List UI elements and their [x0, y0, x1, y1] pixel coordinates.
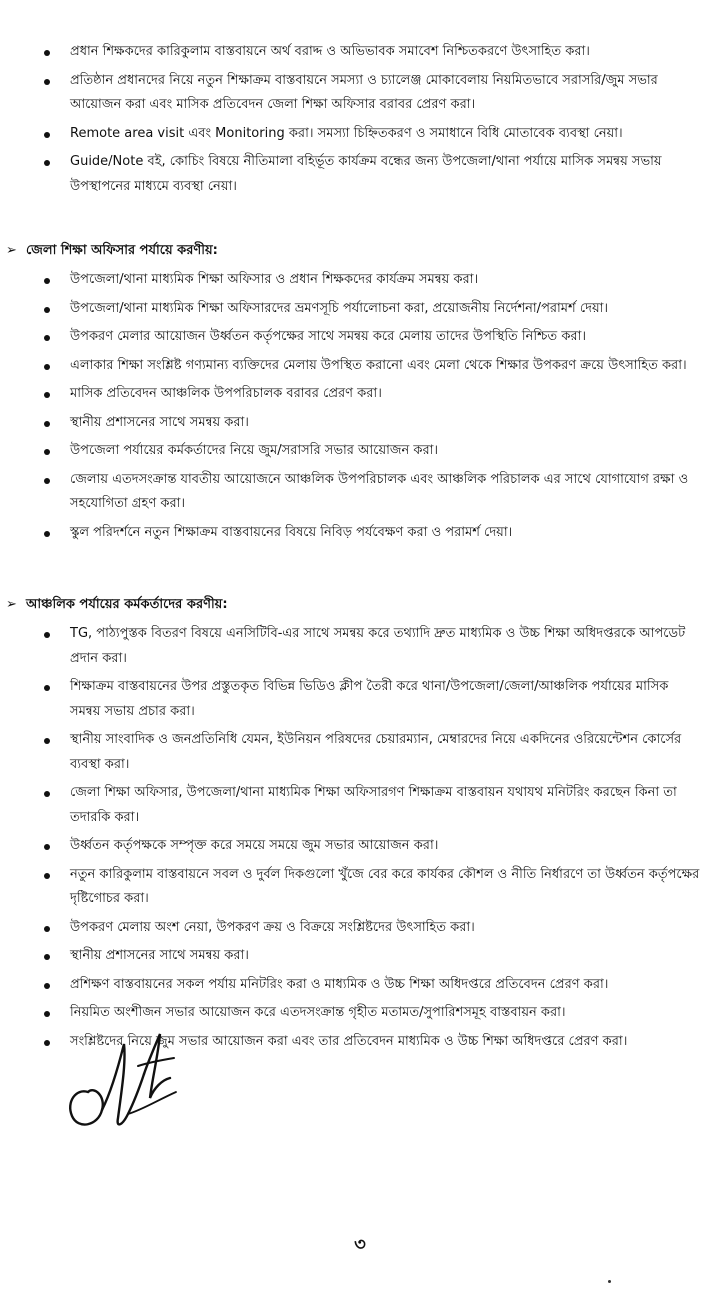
list-item: উপজেলা পর্যায়ের কর্মকর্তাদের নিয়ে জুম/সরাসরি সভার আয়োজন করা।: [0, 439, 720, 464]
bullet-icon: [44, 364, 50, 370]
bullet-icon: [44, 926, 50, 932]
bullet-icon: [44, 278, 50, 284]
list-item: উর্ধ্বতন কর্তৃপক্ষকে সম্পৃক্ত করে সময়ে সময়ে জুম সভার আয়োজন করা।: [0, 834, 720, 859]
bullet-icon: [44, 307, 50, 313]
top-section: [0, 40, 720, 203]
list-item: উপকরণ মেলার আয়োজন উর্ধ্বতন কর্তৃপক্ষের সাথে সমন্বয় করে মেলায় তাদের উপস্থিতি নিশ্চিত করা।: [0, 325, 720, 350]
district-bullet-list: [0, 268, 720, 545]
list-item: এলাকার শিক্ষা সংশ্লিষ্ট গণ্যমান্য ব্যক্তিদের মেলায় উপস্থিত করানো এবং মেলা থেকে শিক্ষার উপকরণ ক্রয়ে উৎসাহিত করা।: [0, 354, 720, 379]
list-item: মাসিক প্রতিবেদন আঞ্চলিক উপপরিচালক বরাবর প্রেরণ করা।: [0, 382, 720, 407]
bullet-icon: [44, 844, 50, 850]
list-item: স্থানীয় প্রশাসনের সাথে সমন্বয় করা।: [0, 944, 720, 969]
bullet-icon: [44, 1011, 50, 1017]
bullet-icon: [44, 335, 50, 341]
list-item: প্রশিক্ষণ বাস্তবায়নের সকল পর্যায় মনিটরিং করা ও মাধ্যমিক ও উচ্চ শিক্ষা অধিদপ্তরে প্রতিবেদন প্রেরণ করা।: [0, 973, 720, 998]
district-section: [0, 240, 720, 549]
bullet-icon: [44, 50, 50, 56]
bullet-icon: [44, 632, 50, 638]
list-item: প্রতিষ্ঠান প্রধানদের নিয়ে নতুন শিক্ষাক্রম বাস্তবায়নে সমস্যা ও চ্যালেঞ্জ মোকাবেলায় নিয়মিতভাবে সরাসরি/জুম সভার আয়োজন করা এবং মাসিক প্রতিবেদন জেলা শিক্ষা অফিসার বরাবর প্রেরণ করা।: [0, 69, 720, 118]
bullet-icon: [44, 873, 50, 879]
bullet-icon: [44, 954, 50, 960]
list-item: স্কুল পরিদর্শনে নতুন শিক্ষাক্রম বাস্তবায়নের বিষয়ে নিবিড় পর্যবেক্ষণ করা ও পরামর্শ দেয়া।: [0, 521, 720, 546]
bullet-icon: [44, 1040, 50, 1046]
bullet-icon: [44, 983, 50, 989]
bullet-icon: [44, 79, 50, 85]
handwritten-signature: [58, 1022, 208, 1140]
top-bullet-list: [0, 40, 720, 199]
bullet-icon: [44, 685, 50, 691]
regional-section: [0, 594, 720, 1058]
list-item: Remote area visit এবং Monitoring করা। সমস্যা চিহ্নিতকরণ ও সমাধানে বিধি মোতাবেক ব্যবস্থা নেয়া।: [0, 122, 720, 147]
bullet-icon: [44, 478, 50, 484]
list-item: TG, পাঠ্যপুস্তক বিতরণ বিষয়ে এনসিটিবি-এর সাথে সমন্বয় করে তথ্যাদি দ্রুত মাধ্যমিক ও উচ্চ শিক্ষা অধিদপ্তরকে আপডেট প্রদান করা।: [0, 622, 720, 671]
arrow-bullet-icon: ➢: [6, 243, 17, 258]
list-item: উপজেলা/থানা মাধ্যমিক শিক্ষা অফিসার ও প্রধান শিক্ষকদের কার্যক্রম সমন্বয় করা।: [0, 268, 720, 293]
bullet-icon: [44, 160, 50, 166]
bullet-icon: [44, 531, 50, 537]
arrow-bullet-icon: ➢: [6, 597, 17, 612]
list-item: স্থানীয় সাংবাদিক ও জনপ্রতিনিধি যেমন, ইউনিয়ন পরিষদের চেয়ারম্যান, মেম্বারদের নিয়ে একদিনের ওরিয়েন্টেশন কোর্সের ব্যবস্থা করা।: [0, 728, 720, 777]
list-item: সংশ্লিষ্টদের নিয়ে জুম সভার আয়োজন করা এবং তার প্রতিবেদন মাধ্যমিক ও উচ্চ শিক্ষা অধিদপ্তরে প্রেরণ করা।: [0, 1030, 720, 1055]
list-item: স্থানীয় প্রশাসনের সাথে সমন্বয় করা।: [0, 411, 720, 436]
bullet-icon: [44, 132, 50, 138]
list-item: Guide/Note বই, কোচিং বিষয়ে নীতিমালা বহির্ভূত কার্যক্রম বন্ধের জন্য উপজেলা/থানা পর্যায়ে মাসিক সমন্বয় সভায় উপস্থাপনের মাধ্যমে ব্যবস্থা নেয়া।: [0, 150, 720, 199]
list-item: প্রধান শিক্ষকদের কারিকুলাম বাস্তবায়নে অর্থ বরাদ্দ ও অভিভাবক সমাবেশ নিশ্চিতকরণে উৎসাহিত করা।: [0, 40, 720, 65]
bullet-icon: [44, 421, 50, 427]
bullet-icon: [44, 791, 50, 797]
page-number: ৩: [354, 1234, 366, 1255]
list-item: জেলায় এতদসংক্রান্ত যাবতীয় আয়োজনে আঞ্চলিক উপপরিচালক এবং আঞ্চলিক পরিচালক এর সাথে যোগাযোগ রক্ষা ও সহযোগিতা গ্রহণ করা।: [0, 468, 720, 517]
list-item: নিয়মিত অংশীজন সভার আয়োজন করে এতদসংক্রান্ত গৃহীত মতামত/সুপারিশসমূহ বাস্তবায়ন করা।: [0, 1001, 720, 1026]
scan-speck: [608, 1280, 611, 1283]
list-item: উপজেলা/থানা মাধ্যমিক শিক্ষা অফিসারদের ভ্রমণসূচি পর্যালোচনা করা, প্রয়োজনীয় নির্দেশনা/পরামর্শ দেয়া।: [0, 297, 720, 322]
list-item: শিক্ষাক্রম বাস্তবায়নের উপর প্রস্তুতকৃত বিভিন্ন ভিডিও ক্লীপ তৈরী করে থানা/উপজেলা/জেলা/আঞ্চলিক পর্যায়ের মাসিক সমন্বয় সভায় প্রচার করা।: [0, 675, 720, 724]
bullet-icon: [44, 449, 50, 455]
list-item: জেলা শিক্ষা অফিসার, উপজেলা/থানা মাধ্যমিক শিক্ষা অফিসারগণ শিক্ষাক্রম বাস্তবায়ন যথাযথ মনিটরিং করছেন কিনা তা তদারকি করা।: [0, 781, 720, 830]
regional-bullet-list: [0, 622, 720, 1054]
bullet-icon: [44, 738, 50, 744]
section-heading: ➢ জেলা শিক্ষা অফিসার পর্যায়ে করণীয়:: [0, 240, 720, 262]
list-item: নতুন কারিকুলাম বাস্তবায়নে সবল ও দুর্বল দিকগুলো খুঁজে বের করে কার্যকর কৌশল ও নীতি নির্ধারণে তা উর্ধ্বতন কর্তৃপক্ষের দৃষ্টিগোচর করা।: [0, 863, 720, 912]
list-item: উপকরণ মেলায় অংশ নেয়া, উপকরণ ক্রয় ও বিক্রয়ে সংশ্লিষ্টদের উৎসাহিত করা।: [0, 916, 720, 941]
bullet-icon: [44, 392, 50, 398]
section-heading: ➢ আঞ্চলিক পর্যায়ের কর্মকর্তাদের করণীয়:: [0, 594, 720, 616]
